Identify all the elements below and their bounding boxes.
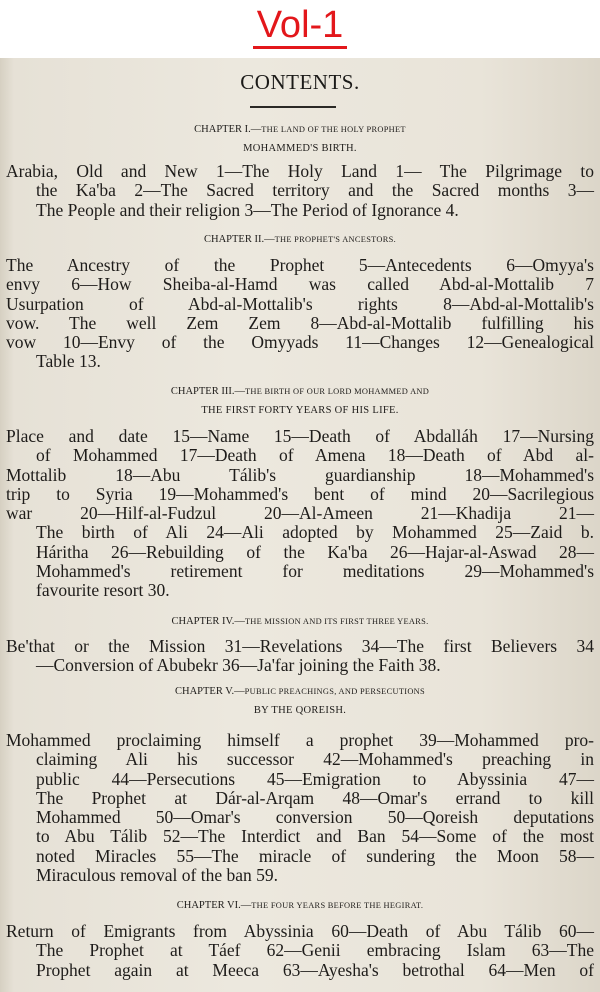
chapter-5-title: PUBLIC PREACHINGS, AND PERSECUTIONS	[244, 687, 425, 696]
chapter-2-title: THE PROPHET'S ANCESTORS.	[274, 235, 396, 244]
entry-line: Place and date 15—Name 15—Death of Abdalláh 17—Nursing	[6, 426, 594, 446]
chapter-3-title: THE BIRTH OF OUR LORD MOHAMMED AND	[244, 387, 430, 396]
entry-line: Mohammed proclaiming himself a prophet 39—Mohammed pro-	[6, 730, 594, 750]
entry-line: of Mohammed 17—Death of Amena 18—Death of Abd al-	[36, 445, 594, 466]
entry-line: Prophet again at Meeca 63—Ayesha's betrothal 64—Men of	[36, 959, 594, 980]
chapter-3-number: CHAPTER III.—	[170, 386, 245, 397]
entry-line: The Prophet at Táef 62—Genii embracing Islam 63—The	[36, 940, 594, 961]
chapter-4-entries	[6, 637, 594, 676]
entry-line: Mohammed 50—Omar's conversion 50—Qoreish deputations	[36, 807, 594, 828]
chapter-1-title-line2: MOHAMMED'S BIRTH.	[243, 143, 357, 154]
chapter-5-number: CHAPTER V.—	[175, 686, 245, 697]
chapter-6-title: THE FOUR YEARS BEFORE THE HEGIRAT.	[251, 901, 424, 910]
entry-line: Háritha 26—Rebuilding of the Ka'ba 26—Hajar-al-Aswad 28—	[36, 541, 594, 562]
chapter-3-entries	[6, 427, 594, 601]
chapter-1-entries	[6, 162, 594, 220]
chapter-1-title: THE LAND OF THE HOLY PROPHET	[261, 125, 406, 134]
book-page	[0, 58, 600, 992]
chapter-5-entries	[6, 731, 594, 885]
entry-line: war 20—Hilf-al-Fudzul 20—Al-Ameen 21—Khadija 21—	[6, 503, 594, 524]
entry-line: vow. The well Zem Zem 8—Abd-al-Mottalib fulfilling his	[6, 312, 594, 333]
entry-line: trip to Syria 19—Mohammed's bent of mind 20—Sacrilegious	[6, 483, 594, 504]
chapter-1-heading	[0, 120, 600, 158]
entry-line: the Ka'ba 2—The Sacred territory and the Sacred months 3—	[36, 180, 594, 201]
entry-line: The Ancestry of the Prophet 5—Antecedents 6—Omyya's	[6, 255, 594, 275]
entry-line: Mottalib 18—Abu Tálib's guardianship 18—Mohammed's	[6, 464, 594, 485]
volume-banner	[0, 0, 600, 58]
chapter-2-number: CHAPTER II.—	[204, 234, 275, 245]
chapter-6-number: CHAPTER VI.—	[176, 900, 252, 911]
entry-line: claiming Ali his successor 42—Mohammed's preaching in	[36, 749, 594, 770]
entry-line: favourite resort 30.	[36, 580, 170, 601]
chapter-4-number: CHAPTER IV.—	[171, 616, 245, 627]
entry-line: Miraculous removal of the ban 59.	[36, 865, 279, 886]
entry-line: —Conversion of Abubekr 36—Ja'far joining the Faith 38.	[36, 655, 441, 676]
entry-line: Arabia, Old and New 1—The Holy Land 1— The Pilgrimage to	[6, 161, 594, 181]
chapter-4-title: THE MISSION AND ITS FIRST THREE YEARS.	[244, 617, 429, 626]
entry-line: Mohammed's retirement for meditations 29—Mohammed's	[36, 561, 594, 582]
chapter-6-entries	[6, 922, 594, 980]
chapter-5-heading	[0, 682, 600, 720]
entry-line: The People and their religion 3—The Period of Ignorance 4.	[36, 199, 459, 220]
chapter-5-title-line2: BY THE QOREISH.	[253, 705, 347, 716]
chapter-6-heading	[0, 896, 600, 915]
entry-line: Table 13.	[36, 351, 101, 372]
entry-line: Be'that or the Mission 31—Revelations 34—The first Believers 34	[6, 636, 594, 656]
entry-line: vow 10—Envy of the Omyyads 11—Changes 12—Genealogical	[6, 332, 594, 353]
entry-line: The Prophet at Dár-al-Arqam 48—Omar's errand to kill	[36, 787, 594, 808]
chapter-3-heading	[0, 382, 600, 420]
entry-line: Usurpation of Abd-al-Mottalib's rights 8—Abd-al-Mottalib's	[6, 293, 594, 314]
entry-line: The birth of Ali 24—Ali adopted by Mohammed 25—Zaid b.	[36, 522, 594, 543]
page-title: CONTENTS.	[240, 70, 360, 94]
title-divider	[250, 106, 336, 108]
entry-line: to Abu Tálib 52—The Interdict and Ban 54—Some of the most	[36, 826, 594, 847]
entry-line: noted Miracles 55—The miracle of sundering the Moon 58—	[36, 845, 594, 866]
chapter-4-heading	[0, 612, 600, 631]
entry-line: envy 6—How Sheiba-al-Hamd was called Abd-al-Mottalib 7	[6, 274, 594, 295]
entry-line: public 44—Persecutions 45—Emigration to Abyssinia 47—	[36, 768, 594, 789]
chapter-2-heading	[0, 230, 600, 249]
chapter-3-title-line2: THE FIRST FORTY YEARS OF HIS LIFE.	[201, 405, 399, 416]
chapter-1-number: CHAPTER I.—	[194, 124, 262, 135]
volume-label: Vol-1	[253, 4, 348, 49]
entry-line: Return of Emigrants from Abyssinia 60—Death of Abu Tálib 60—	[6, 921, 594, 941]
chapter-2-entries	[6, 256, 594, 372]
